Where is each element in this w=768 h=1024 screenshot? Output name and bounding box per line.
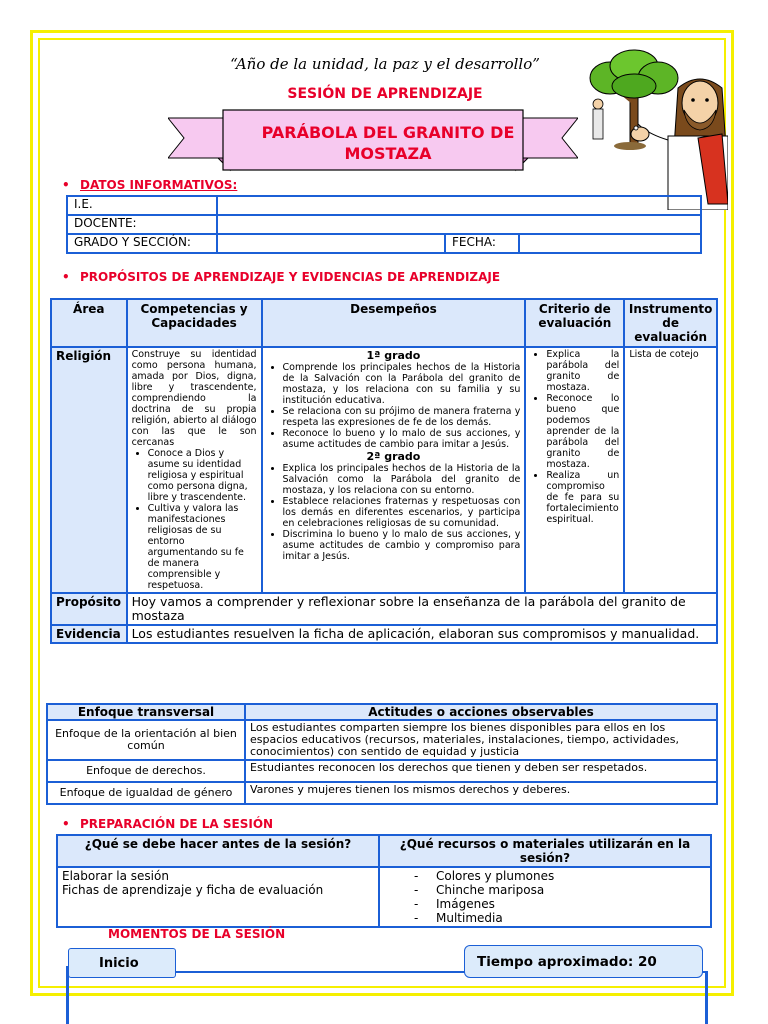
header-desempenos: Desempeños	[262, 299, 526, 347]
table-row	[47, 782, 717, 804]
table-row	[51, 593, 717, 625]
table-row	[47, 704, 717, 720]
datos-heading-text: DATOS INFORMATIVOS:	[80, 178, 238, 192]
propositos-table	[50, 298, 718, 644]
enfoque-text: Estudiantes reconocen los derechos que tienen y deben ser respetados.	[245, 760, 717, 782]
header-competencias: Competencias y Capacidades	[127, 299, 262, 347]
table-row	[51, 347, 717, 593]
table-row	[51, 299, 717, 347]
criterio-list	[530, 349, 619, 525]
table-row	[67, 196, 701, 215]
header-criterio: Criterio de evaluación	[525, 299, 624, 347]
preparacion-table	[56, 834, 712, 928]
header-recursos: ¿Qué recursos o materiales utilizarán en la sesión?	[379, 835, 711, 867]
lesson-title-line1: PARÁBOLA DEL GRANITO DE	[261, 123, 515, 142]
enfoque-name: Enfoque de igualdad de género	[47, 782, 245, 804]
header-enfoque: Enfoque transversal	[47, 704, 245, 720]
header-area: Área	[51, 299, 127, 347]
momentos-heading: MOMENTOS DE LA SESIÓN	[108, 927, 286, 941]
header-actitudes: Actitudes o acciones observables	[245, 704, 717, 720]
grado1-title: 1ª grado	[366, 349, 421, 362]
recursos-list	[384, 869, 706, 925]
list-item: • Explica los principales hechos de la Historia de la Salvación como la Parábola del granito de mostaza, y los relaciona con su entorno.	[283, 463, 521, 496]
list-item: - Colores y plumones	[436, 869, 706, 883]
competencias-cell	[127, 347, 262, 593]
enfoque-text: Varones y mujeres tienen los mismos derechos y deberes.	[245, 782, 717, 804]
tiempo-label: Tiempo aproximado: 20	[464, 945, 703, 978]
list-item: • Se relaciona con su prójimo de manera fraterna y respeta las expresiones de fe de los demás.	[283, 406, 521, 428]
table-row	[51, 625, 717, 643]
list-item: - Imágenes	[436, 897, 706, 911]
list-item: - Chinche mariposa	[436, 883, 706, 897]
propositos-heading: • PROPÓSITOS DE APRENDIZAJE Y EVIDENCIAS DE APRENDIZAJE	[62, 270, 501, 284]
list-item: • Cultiva y valora las manifestaciones religiosas de su entorno argumentando su fe de manera comprensible y respetuosa.	[148, 503, 257, 591]
recursos-cell	[379, 867, 711, 927]
grado-value[interactable]	[217, 234, 445, 253]
lesson-title	[232, 122, 544, 164]
table-row	[57, 835, 711, 867]
evidencia-text: Los estudiantes resuelven la ficha de aplicación, elaboran sus compromisos y manualidad.	[127, 625, 717, 643]
header-antes: ¿Qué se debe hacer antes de la sesión?	[57, 835, 379, 867]
momentos-right-border	[705, 972, 708, 1024]
preparacion-heading-text: PREPARACIÓN DE LA SESIÓN	[80, 817, 274, 831]
fecha-value[interactable]	[519, 234, 701, 253]
list-item: • Explica la parábola del granito de mostaza.	[546, 349, 619, 393]
datos-table	[66, 195, 702, 254]
grado-label: GRADO Y SECCIÓN:	[67, 234, 217, 253]
evidencia-label: Evidencia	[51, 625, 127, 643]
list-item: • Comprende los principales hechos de la Historia de la Salvación con la Parábola del granito de mostaza, y los relaciona con su familia y su institución educativa.	[283, 362, 521, 406]
table-row	[67, 215, 701, 234]
area-cell: Religión	[51, 347, 127, 593]
lesson-title-line2: MOSTAZA	[344, 144, 432, 163]
proposito-text: Hoy vamos a comprender y reflexionar sobre la enseñanza de la parábola del granito de mostaza	[127, 593, 717, 625]
antes-cell	[57, 867, 379, 927]
ie-label: I.E.	[67, 196, 217, 215]
table-row	[57, 867, 711, 927]
table-row	[47, 720, 717, 760]
list-item: • Realiza un compromiso de fe para su fortalecimiento espiritual.	[546, 470, 619, 525]
desempenos-cell	[262, 347, 526, 593]
criterio-cell	[525, 347, 624, 593]
fecha-label: FECHA:	[445, 234, 519, 253]
jesus-mustard-tree-illustration	[578, 48, 728, 210]
session-title: SESIÓN DE APRENDIZAJE	[287, 86, 483, 102]
year-motto: “Año de la unidad, la paz y el desarrollo”	[230, 55, 540, 73]
table-row	[47, 760, 717, 782]
enfoque-name: Enfoque de derechos.	[47, 760, 245, 782]
grado2-title: 2ª grado	[366, 450, 421, 463]
docente-label: DOCENTE:	[67, 215, 217, 234]
datos-heading: • DATOS INFORMATIVOS:	[62, 178, 238, 192]
preparacion-heading: • PREPARACIÓN DE LA SESIÓN	[62, 817, 274, 831]
enfoques-table	[46, 703, 718, 805]
capacidades-list	[132, 448, 257, 591]
list-item: • Discrimina lo bueno y lo malo de sus acciones, y asume actitudes de cambio y compromiso para imitar a Jesús.	[283, 529, 521, 562]
list-item: • Reconoce lo bueno que podemos aprender de la parábola del granito de mostaza.	[546, 393, 619, 470]
docente-value[interactable]	[217, 215, 701, 234]
list-item: • Conoce a Dios y asume su identidad religiosa y espiritual como persona digna, libre y trascendente.	[148, 448, 257, 503]
enfoque-name: Enfoque de la orientación al bien común	[47, 720, 245, 760]
ie-value[interactable]	[217, 196, 701, 215]
table-row	[67, 234, 701, 253]
propositos-heading-text: PROPÓSITOS DE APRENDIZAJE Y EVIDENCIAS DE APRENDIZAJE	[80, 270, 501, 284]
competencia-text: Construye su identidad como persona humana, amada por Dios, digna, libre y trascendente, comprendiendo la doctrina de su propia religión, abierto al diálogo con las que le son cercanas	[131, 349, 257, 448]
instrumento-cell: Lista de cotejo	[624, 347, 717, 593]
list-item: • Establece relaciones fraternas y respetuosas con los demás en diferentes escenarios, y participa en celebraciones religiosas de su comunidad.	[283, 496, 521, 529]
list-item: Fichas de aprendizaje y ficha de evaluación	[62, 883, 324, 897]
header-instrumento: Instrumento de evaluación	[624, 299, 717, 347]
enfoque-text: Los estudiantes comparten siempre los bienes disponibles para ellos en los espacios educativos (recursos, materiales, instalaciones, tiempo, actividades, conocimientos) con sentido de equidad y justicia	[245, 720, 717, 760]
inicio-label: Inicio	[68, 948, 176, 978]
grado2-list	[267, 463, 521, 562]
list-item: Elaborar la sesión	[62, 869, 169, 883]
list-item: - Multimedia	[436, 911, 706, 925]
proposito-label: Propósito	[51, 593, 127, 625]
grado1-list	[267, 362, 521, 450]
list-item: • Reconoce lo bueno y lo malo de sus acciones, y asume actitudes de cambio para imitar a Jesús.	[283, 428, 521, 450]
